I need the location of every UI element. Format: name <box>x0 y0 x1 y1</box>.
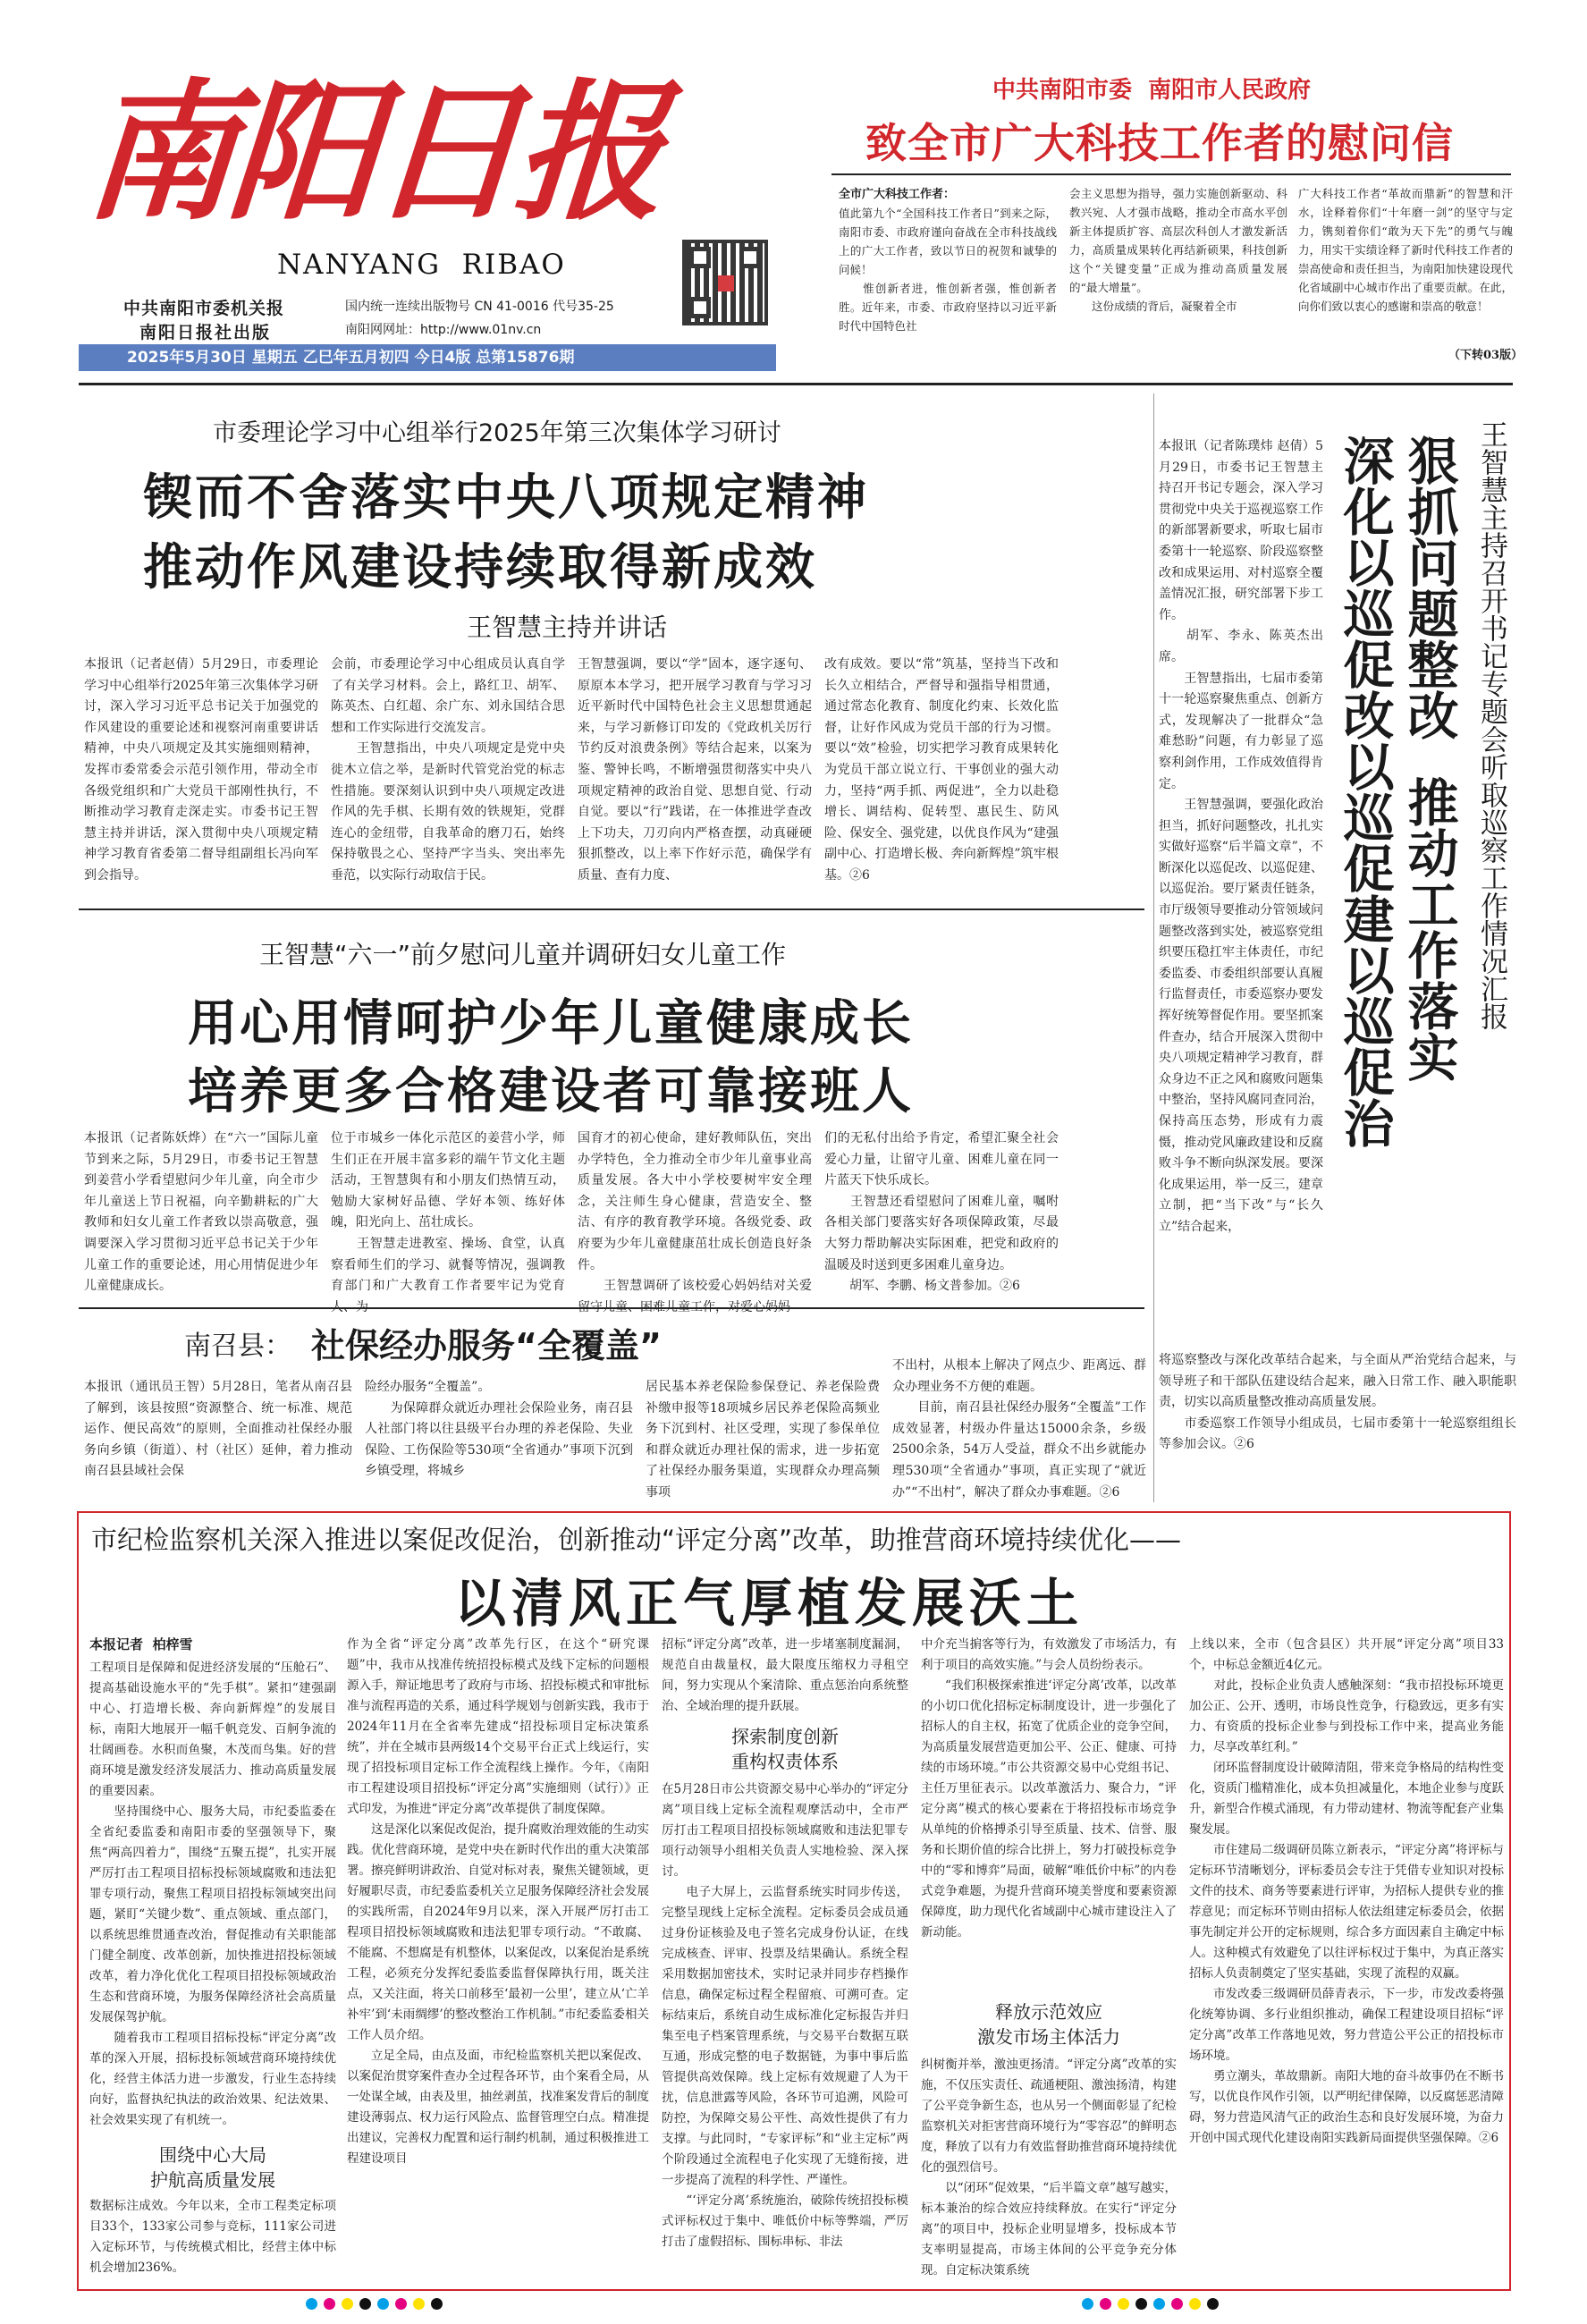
feature-col1-tail: 数据标注成效。今年以来，全市工程类定标项目33个，133家公司参与竞标，111家公司进入定标环节，与传统模式相比，经营主体中标机会增加236%。 <box>89 2199 336 2275</box>
article3-col1: 本报讯（通讯员王智）5月28日，笔者从南召县了解到，该县按照“资源整合、统一标准、规范运作、便民高效”的原则，全面推动社保经办服务向乡镇（街道）、村（社区）延伸，着力推动南召县县域社会保 <box>84 1380 352 1479</box>
feature-col1: 工程项目是保障和促进经济发展的“压舱石”、提高基础设施水平的“先手棋”。紧扣“建强副中心、打造增长极、奔向新辉煌”的发展目标，南阳大地展开一幅千帆竞发、百舸争流的壮阔画卷。水积而鱼聚，木茂而鸟集。好的营商环境是激发经济发展活力、推动高质量发展的重要因素。 坚持围绕中心、服务大局，市纪委监委在全省纪委监委和南阳市委的坚强领导下，聚焦“两高四着力”，围绕“五聚五提”，扎实开展严厉打击工程项目招标投标领域腐败和违法犯罪专项行动，聚焦工程项目招投标领域突出问题，紧盯“关键少数”、重点领域、重点部门，以系统思维贯通查改治，督促推动有关职能部门健全制度、改革创新，加快推进招投标领域改革，着力净化优化工程项目招投标领域政治生态和营商环境，为服务保障经济社会高质量发展保驾护航。 随着我市工程项目招标投标“评定分离”改革的深入开展，招标投标领域营商环境持续优化，经营主体活力进一步激发，行业生态持续向好，监督执纪执法的政治效果、纪法效果、社会效果实现了有机统一。 <box>89 1661 336 2127</box>
date-bar: 2025年5月30日 星期五 乙巳年五月初四 今日4版 总第15876期 <box>79 344 776 371</box>
article3-col2: 险经办服务“全覆盖”。 为保障群众就近办理社会保险业务，南召县人社部门将以往县级平台办理的养老保险、失业保险、工伤保险等530项“全省通办”事项下沉到乡镇受理，将城乡 <box>365 1380 633 1479</box>
article4-vertical-title-2: 深化以巡促改以巡促建以巡促治 <box>1335 435 1394 1148</box>
publisher-line2: 南阳日报社出版 <box>139 323 272 342</box>
article3-title: 社保经办服务“全覆盖” <box>311 1326 662 1365</box>
article1-col1: 本报讯（记者赵倩）5月29日，市委理论学习中心组举行2025年第三次集体学习研讨，深入学习习近平总书记关于加强党的作风建设的重要论述和视察河南重要讲话精神，中央八项规定及其实施细则精神，发挥市委常委会示范引领作用，带动全市各级党组织和广大党员干部刚性执行，不断推动学习教育走深走实。市委书记王智慧主持并讲话，深入贯彻中央八项规定精神学习教育省委第二督导组副组长冯向军到会指导。 <box>84 657 318 883</box>
feature-byline: 本报记者 柏梓雪 <box>89 1636 193 1652</box>
feature-col5: 上线以来，全市（包含县区）共开展“评定分离”项目33个，中标总金额近4亿元。 对此，投标企业负责人感触深刻：“我市招投标环境更加公正、公开、透明，市场良性竞争，行稳致远，更多有实力、有资质的投标企业参与到投标工作中来，提高业务能力，尽享改革红利。” 闭环监督制度设计破障清阻，带来竞争格局的结构性变化，资质门槛精准化，成本负担减量化，本地企业参与度跃升，新型合作模式涌现，有力带动建材、物流等配套产业集聚发展。 市住建局二级调研员陈立新表示，“评定分离”将评标与定标环节清晰划分，评标委员会专注于凭借专业知识对投标文件的技术、商务等要素进行评审，为招标人提供专业的推荐意见；而定标环节则由招标人依法组建定标委员会，依据事先制定并公开的定标规则，综合多方面因素自主确定中标人。这种模式有效避免了以往评标权过于集中，为真正落实招标人负责制奠定了坚实基础，实现了流程的双赢。 市发改委三级调研员薛青表示，下一步，市发改委将强化统筹协调、多行业组织推动，确保工程建设项目招标“评定分离”改革工作落地见效，努力营造公平公正的招投标市场环境。 勇立潮头，革故鼎新。南阳大地的奋斗故事仍在不断书写，以优良作风作引领，以严明纪律保障，以反腐惩恶清障碍，努力营造风清气正的政治生态和良好发展环境，为奋力开创中国式现代化建设南阳实践新局面提供坚强保障。②6 <box>1189 1637 1504 2145</box>
article4-col-bottom: 将巡察整改与深化改革结合起来，与全面从严治党结合起来，与领导班子和干部队伍建设结合起来，融入日常工作、融入职能职责，切实以高质量整改推动高质量发展。 市委巡察工作领导小组成员，七届市委第十一轮巡察组组长等参加会议。②6 <box>1159 1353 1516 1452</box>
letter-col2: 会主义思想为指导，强力实施创新驱动、科教兴宛、人才强市战略，推动全市高水平创新主体提质扩容、高层次科创人才激发新活力，高质量成果转化再结新硕果，科技创新这个“关键变量”正成为推动高质量发展的“最大增量”。 这份成绩的背后，凝聚着全市 <box>1069 187 1287 313</box>
article4-vertical-title-1: 狠抓问题整改 推动工作落实 <box>1399 435 1458 1082</box>
feature-col3-heading-1: 探索制度创新 <box>731 1726 839 1747</box>
letter-salutation: 全市广大科技工作者： <box>839 188 956 201</box>
feature-col3-heading-2: 重构权责体系 <box>731 1751 839 1772</box>
feature-col1-heading-2: 护航高质量发展 <box>150 2169 275 2191</box>
article1-title-line2: 推动作风建设持续取得新成效 <box>143 538 818 596</box>
feature-col3: 招标“评定分离”改革，进一步堵塞制度漏洞，规范自由裁量权，最大限度压缩权力寻租空间，努力实现从个案清除、重点惩治向系统整治、全域治理的提升跃展。 <box>662 1637 908 1713</box>
registration-dots-left <box>306 2298 443 2310</box>
feature-col4: 中介充当掮客等行为，有效激发了市场活力，有利于项目的高效实施。”与会人员纷纷表示。 “我们积极探索推进‘评定分离’改革，以改革的小切口优化招标定标制度设计，进一步强化了招标人的自主权，拓宽了优质企业的竞争空间，为高质量发展营造更加公平、公正、健康、可持续的市场环境。”市公共资源交易中心党组书记、主任万里征表示。以改革激活力、聚合力，“评定分离”模式的核心要素在于将招投标市场竞争从单纯的价格搏杀引导至质量、技术、信誉、服务和长期价值的综合比拼上，努力打破投标竞争中的“零和博弈”局面，破解“唯低价中标”的内卷式竞争难题，为提升营商环境美誉度和要素资源保障度，助力现代化省域副中心城市建设注入了新动能。 <box>921 1637 1177 1939</box>
feature-col4-heading-2: 激发市场主体活力 <box>977 2026 1120 2048</box>
article1-col4: 改有成效。要以“常”筑基，坚持当下改和长久立相结合，严督导和强指导相贯通，通过常态化教育、制度化约束、长效化监督，让好作风成为党员干部的行为习惯。要以“效”检验，切实把学习教育成果转化为党员干部立说立行、干事创业的强大动力，坚持“两手抓、两促进”，全力以赴稳增长、调结构、促转型、惠民生、防风险、保安全、强党建，以优良作风为“建强副中心、打造增长极、奔向新辉煌”筑牢根基。②6 <box>824 657 1059 883</box>
article1-title-line1: 锲而不舍落实中央八项规定精神 <box>143 469 870 526</box>
masthead-pinyin: NANYANG RIBAO <box>277 249 566 281</box>
letter-continued: （下转03版） <box>1448 349 1524 362</box>
article2-title-line2: 培养更多合格建设者可靠接班人 <box>188 1062 915 1120</box>
article1-subtitle: 王智慧主持并讲话 <box>467 613 668 642</box>
article3-col3: 居民基本养老保险参保登记、养老保险费补缴申报等18项城乡居民养老保险高频业务下沉到村、社区受理，实现了参保单位和群众就近办理社保的需求，进一步拓宽了社保经办服务渠道，实现群众办理高频事项 <box>646 1380 880 1500</box>
article2-kicker: 王智慧“六一”前夕慰问儿童并调研妇女儿童工作 <box>259 940 787 969</box>
feature-title: 以清风正气厚植发展沃土 <box>454 1573 1085 1634</box>
letter-col3: 广大科技工作者“革故而鼎新”的智慧和汗水，诠释着你们“十年磨一剑”的坚守与定力，镌刻着你们“敢为天下先”的勇气与魄力，用实干实绩诠释了新时代科技工作者的崇高使命和责任担当，为南阳加快建设现代化省域副中心城市作出了重要贡献。在此，向你们致以衷心的感谢和崇高的敬意！ <box>1298 187 1513 313</box>
feature-col2: 作为全省“评定分离”改革先行区，在这个“研究课题”中，我市从找准传统招投标模式及线下定标的问题根源入手，辩证地思考了政府与市场、招投标模式和审批标准与流程再造的关系，通过科学规划与创新实践，我市于2024年11月在全省率先建成“招投标项目定标决策系统”，并在全城市县两级14个交易平台正式上线运行，实现了招投标项目定标工作全流程线上操作。今年，《南阳市工程建设项目招投标“评定分离”实施细则（试行）》正式印发，为推进“评定分离”改革提供了制度保障。 这是深化以案促改促治，提升腐败治理效能的生动实践。优化营商环境，是党中央在新时代作出的重大决策部署。擦亮鲜明讲政治、自觉对标对表，聚焦关键领域，更好履职尽责，市纪委监委机关立足服务保障经济社会发展的实践所需，自2024年9月以来，深入开展严厉打击工程项目招投标领域腐败和违法犯罪专项行动。“不敢腐、不能腐、不想腐是有机整体，以案促改，以案促治是系统工程，必须充分发挥纪委监委监督保障执行用，既关注点，又关注面，将关口前移至‘最初一公里’，建立从‘亡羊补牢’到‘未雨绸缪’的整改整治工作机制。”市纪委监委相关工作人员介绍。 立足全局，由点及面，市纪检监察机关把以案促改、以案促治贯穿案件查办全过程各环节，由个案看全局，从一处谋全域，由表及里，抽丝剥茧，找准案发背后的制度建设薄弱点、权力运行风险点、监督管理空白点。精准提出建议，完善权力配置和运行制约机制，通过积极推进工程建设项目 <box>347 1637 649 2166</box>
cn-code: 国内统一连续出版物号 CN 41-0016 代号35-25 <box>345 300 614 314</box>
feature-col1-heading-1: 围绕中心大局 <box>159 2144 266 2166</box>
qr-code-icon <box>682 240 768 325</box>
article2-title-line1: 用心用情呵护少年儿童健康成长 <box>188 994 915 1052</box>
article2-col1: 本报讯（记者陈妖烨）在“六一”国际儿童节到来之际，5月29日，市委书记王智慧到姜营小学看望慰问少年儿童，向全市少年儿童送上节日祝福，向辛勤耕耘的广大教师和妇女儿童工作者致以崇高敬意，强调要深入学习贯彻习近平总书记关于少年儿童工作的重要论述，用心用情促进少年儿童健康成长。 <box>84 1131 318 1294</box>
article1-kicker: 市委理论学习中心组举行2025年第三次集体学习研讨 <box>213 419 781 447</box>
publisher-line1: 中共南阳市委机关报 <box>123 299 285 318</box>
letter-col1: 值此第九个“全国科技工作者日”到来之际，南阳市委、市政府谨向奋战在全市科技战线上的广大工作者，致以节日的祝贺和诚挚的问候！ 惟创新者进，惟创新者强，惟创新者胜。近年来，市委、市政府坚持以习近平新时代中国特色社 <box>839 207 1057 333</box>
article2-col4: 们的无私付出给予肯定，希望汇聚全社会爱心力量，让留守儿童、困难儿童在同一片蓝天下快乐成长。 王智慧还看望慰问了困难儿童，嘱咐各相关部门要落实好各项保障政策，尽最大努力帮助解决实际困难，把党和政府的温暖及时送到更多困难儿童身边。 胡军、李鹏、杨文普参加。②6 <box>824 1131 1059 1294</box>
article2-col3: 国育才的初心使命，建好教师队伍，突出办学特色，全力推动全市少年儿童事业高质量发展。各大中小学校要树牢安全理念，关注师生身心健康，营造安全、整洁、有序的教育教学环境。各级党委、政府要为少年儿童健康茁壮成长创造良好条件。 王智慧调研了该校爱心妈妈结对关爱 <box>578 1131 812 1294</box>
article1-col3: 王智慧强调，要以“学”固本，逐字逐句、原原本本学习，把开展学习教育与学习习近平新时代中国特色社会主义思想贯通起来，与学习新修订印发的《党政机关厉行节约反对浪费条例》等结合起来，以案为鉴、警钟长鸣，不断增强贯彻落实中央八项规定精神的政治自觉、思想自觉、行动自觉。要以“行”践诺，在一体推进学查改上下功夫，刀刃向内严格查摆，动真碰硬狠抓整改，以上率下作好示范，确保学有质量、查有力度、 <box>578 657 812 883</box>
feature-col3-tail: 在5月28日市公共资源交易中心举办的“评定分离”项目线上定标全流程观摩活动中，全市严厉打击工程项目招投标领域腐败和违法犯罪专项行动领导小组相关负责人实地检验、深入探讨。 电子大屏上，云监督系统实时同步传送，完整呈现线上定标全流程。定标委员会成员通过身份证核验及电子签名完成身份认证，在线完成核查、评审、投票及结果确认。系统全程采用数据加密技术，实时记录并同步存档操作信息，确保定标过程全程留痕、可溯可查。定标结束后，系统自动生成标准化定标报告并归集至电子档案管理系统，与交易平台数据互联互通，形成完整的电子数据链，为事中事后监管提供高效保障。线上定标有效规避了人为干扰，信息泄露等风险，各环节可追溯，风险可防控，为保障交易公平性、高效性提供了有力支撑。与此同时，“专家评标”和“业主定标”两个阶段通过全流程电子化实现了无缝衔接，进一步提高了流程的科学性、严谨性。 “‘评定分离’系统施治，破除传统招投标模式评标权过于集中、唯低价中标等弊端，严厉打击了虚假招标、围标串标、非法 <box>662 1782 908 2249</box>
feature-col4-heading-1: 释放示范效应 <box>995 2001 1102 2023</box>
article2-col2: 位于市城乡一体化示范区的姜营小学，师生们正在开展丰富多彩的端午节文化主题活动，王智慧與有和小朋友们热情互动，勉励大家树好品德、学好本领、练好体魄，阳光向上、茁壮成长。 王智慧走进教室、操场、食堂，认真察看师生们的学习、就餐等情况，强调教育部门和广大教育工作者要牢记为党育 <box>331 1131 565 1294</box>
article4-vertical-subtitle: 王智慧主持召开书记专题会听取巡察工作情况汇报 <box>1475 420 1507 1030</box>
article1-col2: 会前，市委理论学习中心组成员认真自学了有关学习材料。会上，路红卫、胡军、陈英杰、白红超、余广东、刘永国结合思想和工作实际进行交流发言。 王智慧指出，中央八项规定是党中央徙木立信之举，是新时代管党治党的标志性措施。要深刻认识到中央八项规定改进作风的先手棋、长期有效的铁规矩，党群连心的金纽带，自我革命的磨刀石，始终保持敬畏之心、坚持严字当头、突出率先垂范，以实际行动取信于民。 <box>331 657 565 883</box>
letter-title: 致全市广大科技工作者的慰问信 <box>865 119 1454 167</box>
website: 南阳网网址：http://www.01nv.cn <box>345 323 542 337</box>
article3-kicker: 南召县： <box>184 1331 291 1362</box>
feature-col4-tail: 纠树衡并举，激浊更扬清。“评定分离”改革的实施，不仅压实责任、疏通梗阻、激浊扬清，构建了公平竞争新生态，也从另一个侧面彰显了纪检监察机关对拒害营商环境行为“零容忍”的鲜明态度，释放了以有力有效监督助推营商环境持续优化的强烈信号。 以“闭环”促效果，“后半篇文章”越写越实，标本兼治的综合效应持续释放。在实行“评定分离”的项目中，投标企业明显增多，投标成本节支率明显提高，市场主体间的公平竞争充分体现。自定标决策系统 <box>921 2058 1177 2278</box>
registration-dots-right <box>1082 2298 1219 2310</box>
article3-col4: 不出村，从根本上解决了网点少、距离远、群众办理业务不方便的难题。 目前，南召县社保经办服务“全覆盖”工作成效显著，村级办件量达15000余条，乡级2500余条，54万人受益，群众不出乡就能办理530项“全省通办”事项，真正实现了“就近办”“不出村”，解决了群众办事难题。②6 <box>892 1358 1146 1500</box>
feature-kicker: 市纪检监察机关深入推进以案促改促治，创新推动“评定分离”改革，助推营商环境持续优化—— <box>91 1525 1182 1555</box>
article4-col-main: 本报讯（记者陈璞炜 赵倩）5月29日，市委书记王智慧主持召开书记专题会，深入学习贯彻党中央关于巡视巡察工作的新部署新要求，听取七届市委第十一轮巡察、阶段巡察整改和成果运用、对村巡察全覆盖情况汇报，研究部署下步工作。 胡军、李永、陈英杰出席。 王智慧指出，七届市委第十一轮巡察聚焦重点、创新方式，发现解决了一批群众“急难愁盼”问题，有力彰显了巡察利剑作用，工作成效值得肯定。 王智慧强调，要强化政治担当，抓好问题整改，扎扎实实做好巡察“后半篇文章”，不断深化以巡促改、以巡促建、以巡促治。要厅紧责任链条，市厅级领导要推动分管领域问题整改落到实处，被巡察党组织要压稳扛牢主体责任，市纪委监委、市委组织部要认真履行监督责任，市委巡察办要发挥好统筹督促作用。要坚抓案件查办，结合开展深入贯彻中央八项规定精神学习教育，群众身边不正之风和腐败问题集中整治，坚持风腐同查同治，保持高压态势，形成有力震慑，推动党风廉政建设和反腐败斗争不断向纵深发展。要深化成果运用，举一反三，建章立制，把“当下改”与“长久立”结合起来， <box>1159 439 1323 1234</box>
masthead-logo: 南阳日报 <box>80 63 664 241</box>
letter-issuers: 中共南阳市委 南阳市人民政府 <box>992 77 1312 104</box>
